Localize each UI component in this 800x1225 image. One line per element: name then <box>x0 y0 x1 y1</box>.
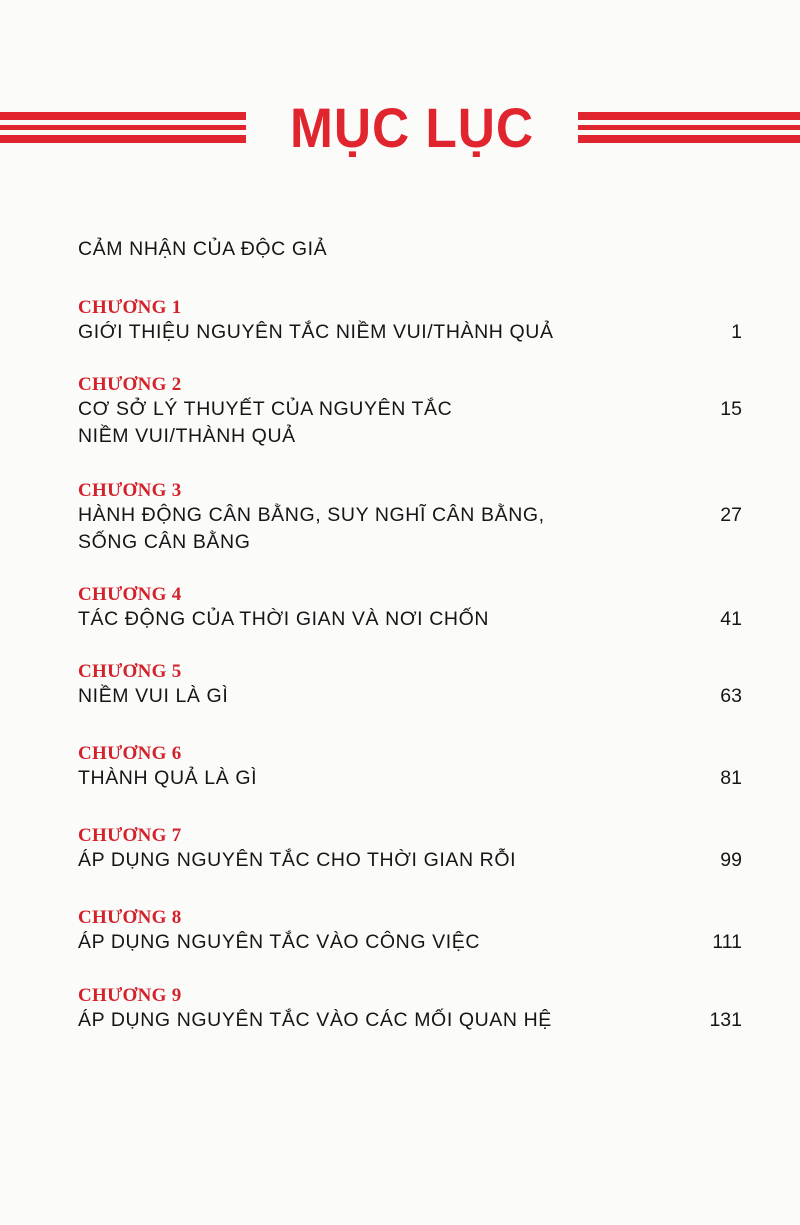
entry-title: CƠ SỞ LÝ THUYẾT CỦA NGUYÊN TẮC NIỀM VUI/THÀNH QUẢ <box>78 398 453 447</box>
entry-title: THÀNH QUẢ LÀ GÌ <box>78 767 258 789</box>
page-number: 27 <box>720 504 742 526</box>
entry-title: ÁP DỤNG NGUYÊN TẮC VÀO CÁC MỐI QUAN HỆ <box>78 1009 552 1031</box>
rule-line <box>578 112 800 120</box>
toc-entry-chapter-9[interactable] <box>78 985 742 1034</box>
toc-entry-chapter-1[interactable] <box>78 297 742 346</box>
rule-line <box>0 112 246 120</box>
page-number: 81 <box>720 767 742 789</box>
toc-entry-chapter-6[interactable] <box>78 743 742 792</box>
entry-title: ÁP DỤNG NGUYÊN TẮC VÀO CÔNG VIỆC <box>78 931 481 953</box>
toc-entry-chapter-8[interactable] <box>78 907 742 956</box>
chapter-label: CHƯƠNG 4 <box>78 584 182 605</box>
page-number: 1 <box>731 321 742 343</box>
toc-entry-chapter-5[interactable] <box>78 661 742 710</box>
toc-header <box>0 96 800 160</box>
entry-title: ÁP DỤNG NGUYÊN TẮC CHO THỜI GIAN RỖI <box>78 849 517 871</box>
rule-line <box>578 125 800 130</box>
rule-line <box>0 135 246 143</box>
chapter-label: CHƯƠNG 6 <box>78 743 182 764</box>
chapter-label: CHƯƠNG 7 <box>78 825 182 846</box>
chapter-label: CHƯƠNG 3 <box>78 480 182 501</box>
chapter-label: CHƯƠNG 2 <box>78 374 182 395</box>
page-number: 41 <box>720 608 742 630</box>
chapter-label: CHƯƠNG 9 <box>78 985 182 1006</box>
rule-line <box>0 125 246 130</box>
entry-title: CẢM NHẬN CỦA ĐỘC GIẢ <box>78 238 328 260</box>
entry-title: NIỀM VUI LÀ GÌ <box>78 685 229 707</box>
chapter-label: CHƯƠNG 8 <box>78 907 182 928</box>
entry-title: GIỚI THIỆU NGUYÊN TẮC NIỀM VUI/THÀNH QUẢ <box>78 321 554 343</box>
toc-entry-chapter-3[interactable] <box>78 480 742 556</box>
page-number: 63 <box>720 685 742 707</box>
page-number: 111 <box>712 931 742 953</box>
page-number: 131 <box>709 1009 742 1031</box>
decorative-rules-right <box>578 112 800 146</box>
entry-title: TÁC ĐỘNG CỦA THỜI GIAN VÀ NƠI CHỐN <box>78 608 490 630</box>
decorative-rules-left <box>0 112 246 146</box>
toc-entry-chapter-7[interactable] <box>78 825 742 874</box>
page-title: MỤC LỤC <box>290 96 534 159</box>
rule-line <box>578 135 800 143</box>
entry-title: HÀNH ĐỘNG CÂN BẰNG, SUY NGHĨ CÂN BẰNG, SỐNG CÂN BẰNG <box>78 504 545 553</box>
toc-entry-chapter-4[interactable] <box>78 584 742 633</box>
chapter-label: CHƯƠNG 1 <box>78 297 182 318</box>
page-number: 99 <box>720 849 742 871</box>
page-number: 15 <box>720 398 742 420</box>
toc-entry-chapter-2[interactable] <box>78 374 742 450</box>
chapter-label: CHƯƠNG 5 <box>78 661 182 682</box>
toc-entry-intro[interactable] <box>78 236 742 262</box>
